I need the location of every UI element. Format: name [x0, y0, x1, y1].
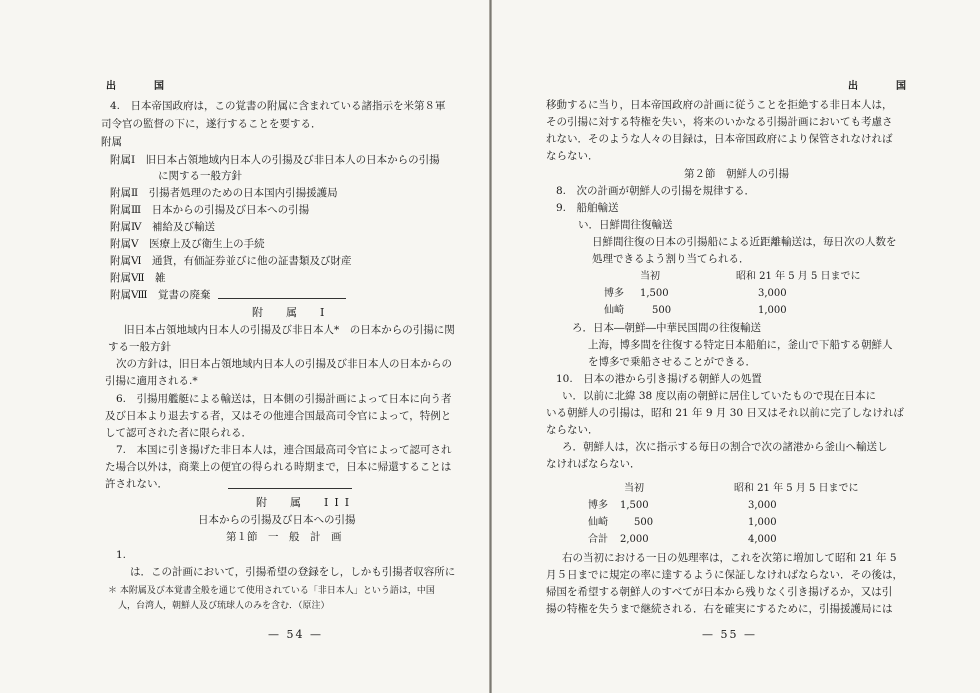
closing-line-2: 月５日までに規定の率に達するように保証しなければならない．その後は， — [546, 569, 903, 581]
section-2-title: 第２節 朝鮮人の引揚 — [684, 168, 789, 180]
footnote-line-2: 人，台湾人，朝鮮人及び琉球人のみを含む．（原注） — [118, 601, 330, 611]
table-2-row-3-initial: 2,000 — [620, 534, 649, 545]
table-1-row-2-by-date: 1,000 — [758, 305, 787, 316]
item-1-number: 1. — [116, 549, 127, 561]
item-8: 8. 次の計画が朝鮮人の引揚を規律する． — [556, 185, 756, 197]
table-1-header-initial: 当初 — [640, 271, 660, 282]
table-1-header-by-date: 昭和 21 年 5 月 5 日までに — [736, 271, 861, 282]
left-running-header: 出 国 — [106, 81, 170, 92]
table-2-row-2-initial: 500 — [634, 517, 654, 528]
annex-list-item-7: 附属Ⅶ 雑 — [110, 272, 166, 284]
table-2-row-3-by-date: 4,000 — [748, 534, 777, 545]
intro-line-4: ならない． — [546, 150, 599, 162]
item-9a-title: い．日鮮間往復輸送 — [578, 219, 673, 231]
annex-list-item-2: 附属Ⅱ 引揚者処理のための日本国内引揚援護局 — [110, 187, 338, 199]
item-9b-line-1: 上海，博多間を往復する特定日本船舶に，釜山で下船する朝鮮人 — [588, 339, 893, 351]
item-9a-line-2: 処理できるよう割り当てられる． — [592, 253, 750, 265]
item-1-text: は．この計画において，引揚希望の登録をし，しかも引揚者収容所に — [130, 566, 456, 578]
table-1-row-1-initial: 1,500 — [640, 288, 669, 299]
annex-list-item-1: 附属Ⅰ 旧日本占領地域内日本人の引揚及び非日本人の日本からの引揚 — [110, 154, 440, 166]
table-2-row-1-place: 博多 — [588, 500, 608, 511]
section-1-title: 第１節 一 般 計 画 — [226, 531, 342, 543]
item-10a-line-3: ならない． — [546, 424, 599, 436]
item-9b-title: ろ．日本―朝鮮―中華民国間の往復輸送 — [572, 322, 761, 334]
annex-1-line-2: する一般方針 — [108, 341, 171, 353]
item-10a-line-2: いる朝鮮人の引揚は，昭和 21 年 9 月 30 日又はそれ以前に完了しなければ — [546, 407, 904, 419]
intro-line-2: その引揚に対する特権を失い，将来のいかなる引揚計画においても考慮さ — [546, 116, 893, 128]
intro-line-3: れない．そのような人々の目録は，日本帝国政府により保管されなければ — [546, 133, 893, 145]
item-10b-line-2: なければならない． — [546, 458, 641, 470]
para-4-line-1: 4. 日本帝国政府は，この覚書の附属に含まれている諸指示を米第８軍 — [110, 100, 446, 112]
item-10: 10. 日本の港から引き揚げる朝鮮人の処置 — [556, 373, 762, 385]
right-page — [492, 0, 980, 693]
para-4-line-2: 司令官の監督の下に，遂行することを要する． — [101, 118, 322, 130]
table-2-row-2-place: 仙崎 — [588, 517, 608, 528]
footnote-line-1: ＊ 本附属及び本覚書全般を通じて使用されている「非日本人」という語は，中国 — [108, 586, 435, 596]
table-2-row-1-initial: 1,500 — [620, 500, 649, 511]
right-running-header: 出 国 — [848, 81, 912, 92]
closing-line-4: 揚の特権を失うまで継続される．右を確実にするために，引揚援護局には — [546, 603, 893, 615]
closing-line-1: 右の当初における一日の処理率は，これを次第に増加して昭和 21 年 5 — [562, 552, 897, 564]
table-1-row-2-place: 仙崎 — [604, 305, 624, 316]
annex-1-line-4: 引揚に適用される.* — [105, 375, 198, 387]
para-7-line-1: 7. 本国に引き揚げた非日本人は，連合国最高司令官によって認可され — [116, 444, 452, 456]
table-1-row-1-by-date: 3,000 — [758, 288, 787, 299]
annex-1-rule — [228, 488, 352, 489]
item-9: 9. 船舶輸送 — [556, 202, 619, 214]
annex-list-item-5: 附属Ⅴ 医療上及び衛生上の手続 — [110, 238, 265, 250]
table-2-row-2-by-date: 1,000 — [748, 517, 777, 528]
para-6-line-2: 及び日本より退去する者，又はその他連合国最高司令官によって，特例と — [105, 410, 452, 422]
right-page-number: — 55 — — [702, 628, 757, 641]
annex-list-item-8: 附属Ⅷ 覚書の廃棄 — [110, 289, 211, 301]
table-2-row-1-by-date: 3,000 — [748, 500, 777, 511]
table-2-header-by-date: 昭和 21 年 5 月 5 日までに — [734, 483, 859, 494]
annex-heading: 附属 — [101, 136, 122, 148]
annex-list-item-4: 附属Ⅳ 補給及び輸送 — [110, 221, 215, 233]
closing-line-3: 帰国を希望する朝鮮人のすべてが日本から残りなく引き揚げるか，又は引 — [546, 586, 893, 598]
left-page-number: — 54 — — [268, 628, 323, 641]
item-9b-line-2: を博多で乗船させることができる． — [588, 356, 756, 368]
intro-line-1: 移動するに当り，日本帝国政府の計画に従うことを拒絶する非日本人は， — [546, 99, 893, 111]
annex-1-line-3: 次の方針は，旧日本占領地域内日本人の引揚及び非日本人の日本からの — [116, 358, 452, 370]
annex-1-title: 附 属 Ⅰ — [252, 306, 331, 319]
table-2-header-initial: 当初 — [624, 483, 644, 494]
para-6-line-3: して認可された者に限られる． — [105, 427, 252, 439]
para-7-line-3: 許されない． — [105, 478, 168, 490]
para-7-line-2: た場合以外は，商業上の便宜の得られる時期まで，日本に帰還することは — [105, 461, 452, 473]
annex-3-title: 附 属 III — [256, 496, 356, 509]
item-10b-line-1: ろ．朝鮮人は，次に指示する毎日の割合で次の諸港から釜山へ輸送し — [562, 441, 888, 453]
item-10a-line-1: い．以前に北緯 38 度以南の朝鮮に居住していたもので現在日本に — [562, 390, 877, 402]
annex-list-item-1-cont: に関する一般方針 — [158, 170, 242, 182]
para-6-line-1: 6. 引揚用艦艇による輸送は，日本側の引揚計画によって日本に向う者 — [116, 393, 452, 405]
item-9a-line-1: 日鮮間往復の日本の引揚船による近距離輸送は，毎日次の人数を — [592, 236, 897, 248]
annex-list-item-3: 附属Ⅲ 日本からの引揚及び日本への引揚 — [110, 204, 310, 216]
table-2-row-3-place: 合計 — [588, 534, 608, 545]
annex-3-subtitle: 日本からの引揚及び日本への引揚 — [198, 514, 356, 526]
table-1-row-1-place: 博多 — [604, 288, 624, 299]
annex-list-item-6: 附属Ⅵ 通貨，有価証券並びに他の証書類及び財産 — [110, 255, 352, 267]
annex-1-line-1: 旧日本占領地域内日本人の引揚及び非日本人* の日本からの引揚に関 — [124, 324, 455, 336]
annex-list-rule — [218, 298, 346, 299]
table-1-row-2-initial: 500 — [652, 305, 672, 316]
